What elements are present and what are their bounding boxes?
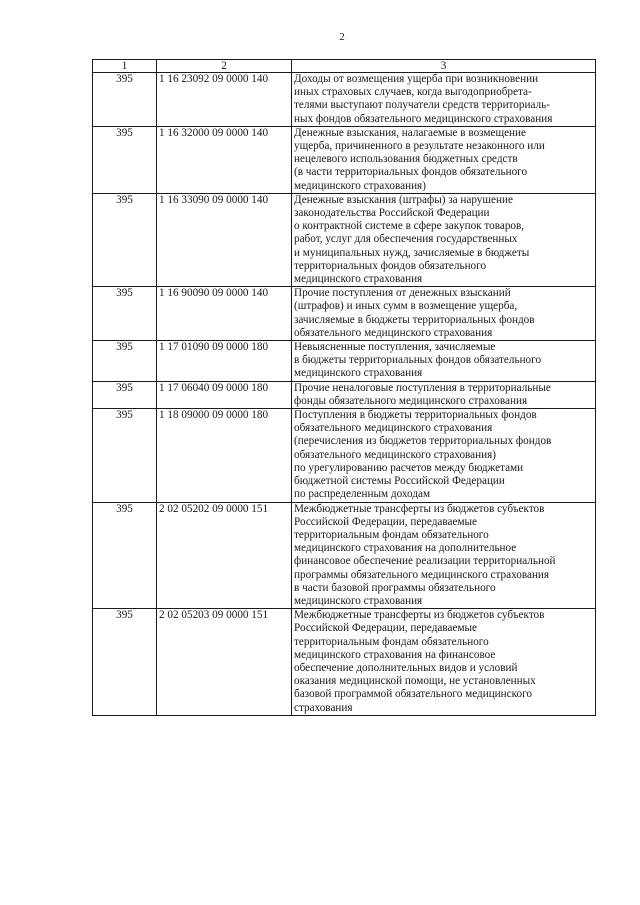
revenue-name-line: финансовое обеспечение реализации территориальной [294, 555, 556, 568]
revenue-name-line: Денежные взыскания, налагаемые в возмещение [294, 126, 526, 139]
table-row [93, 381, 596, 408]
admin-code-cell: 395 [93, 409, 157, 502]
revenue-name-cell [292, 609, 596, 716]
admin-code-cell: 395 [93, 381, 157, 408]
table-row [93, 193, 596, 286]
table-row [93, 502, 596, 609]
revenue-name-line: программы обязательного медицинского страхования [294, 568, 550, 581]
table-row [93, 126, 596, 193]
budget-code-cell: 2 02 05203 09 0000 151 [157, 609, 292, 716]
revenue-name-cell [292, 193, 596, 286]
revenue-name-line: страхования [294, 701, 353, 714]
revenue-name-line: ных фондов обязательного медицинского страхования [294, 112, 553, 125]
revenue-name-line: Российской Федерации, передаваемые [294, 515, 478, 528]
admin-code-cell: 395 [93, 502, 157, 609]
revenue-name-cell [292, 381, 596, 408]
revenue-name-line: медицинского страхования) [294, 179, 426, 192]
revenue-name-line: обязательного медицинского страхования [294, 422, 493, 435]
admin-code-cell: 395 [93, 193, 157, 286]
revenue-name-line: медицинского страхования на дополнительное [294, 542, 517, 555]
revenue-name-line: обеспечение дополнительных видов и условий [294, 661, 518, 674]
header-col-2: 2 [157, 60, 292, 73]
revenue-name-line: оказания медицинской помощи, не установленных [294, 675, 536, 688]
revenue-name-line: Межбюджетные трансферты из бюджетов субъектов [294, 502, 545, 515]
table-row [93, 341, 596, 382]
page-number: 2 [339, 31, 345, 43]
admin-code-cell: 395 [93, 609, 157, 716]
header-col-1: 1 [93, 60, 157, 73]
revenue-name-line: (штрафов) и иных сумм в возмещение ущерба, [294, 300, 518, 313]
revenue-name-line: Прочие неналоговые поступления в территориальные [294, 381, 551, 394]
revenue-name-line: в бюджеты территориальных фондов обязательного [294, 354, 542, 367]
revenue-codes-table [92, 59, 596, 716]
admin-code-cell: 395 [93, 126, 157, 193]
revenue-name-line: ущерба, причиненного в результате незаконного или [294, 140, 545, 153]
table-header-row [93, 60, 596, 73]
revenue-name-line: нецелевого использования бюджетных средств [294, 153, 518, 166]
table-row [93, 287, 596, 341]
budget-code-cell: 1 17 01090 09 0000 180 [157, 341, 292, 382]
revenue-name-line: территориальных фондов обязательного [294, 259, 487, 272]
revenue-name-line: бюджетной системы Российской Федерации [294, 475, 505, 488]
revenue-name-line: медицинского страхования [294, 367, 423, 380]
table-row [93, 73, 596, 127]
revenue-name-line: (в части территориальных фондов обязательного [294, 166, 528, 179]
revenue-name-line: (перечисления из бюджетов территориальных фондов [294, 435, 552, 448]
revenue-name-line: телями выступают получатели средств территориаль- [294, 99, 550, 112]
table-row [93, 609, 596, 716]
admin-code-cell: 395 [93, 287, 157, 341]
revenue-name-line: зачисляемые в бюджеты территориальных фондов [294, 313, 535, 326]
revenue-name-line: базовой программой обязательного медицинского [294, 688, 532, 701]
budget-code-cell: 1 16 33090 09 0000 140 [157, 193, 292, 286]
budget-code-cell: 1 16 32000 09 0000 140 [157, 126, 292, 193]
budget-code-cell: 1 17 06040 09 0000 180 [157, 381, 292, 408]
budget-code-cell: 1 16 23092 09 0000 140 [157, 73, 292, 127]
revenue-name-line: в части базовой программы обязательного [294, 581, 496, 594]
header-col-3: 3 [292, 60, 596, 73]
revenue-name-line: по урегулированию расчетов между бюджетами [294, 461, 524, 474]
revenue-name-line: работ, услуг для обеспечения государственных [294, 233, 518, 246]
budget-code-cell: 2 02 05202 09 0000 151 [157, 502, 292, 609]
revenue-name-line: по распределенным доходам [294, 488, 431, 501]
revenue-name-line: Поступления в бюджеты территориальных фондов [294, 409, 537, 422]
revenue-name-line: обязательного медицинского страхования) [294, 448, 496, 461]
revenue-name-line: иных страховых случаев, когда выгодоприобрета- [294, 86, 532, 99]
admin-code-cell: 395 [93, 341, 157, 382]
revenue-name-line: медицинского страхования [294, 273, 423, 286]
revenue-name-line: территориальным фондам обязательного [294, 528, 489, 541]
revenue-name-cell [292, 287, 596, 341]
revenue-name-cell [292, 126, 596, 193]
revenue-name-line: и муниципальных нужд, зачисляемые в бюджеты [294, 246, 530, 259]
revenue-name-cell [292, 73, 596, 127]
revenue-name-line: Прочие поступления от денежных взысканий [294, 287, 511, 300]
revenue-name-line: Российской Федерации, передаваемые [294, 622, 478, 635]
revenue-name-cell [292, 502, 596, 609]
revenue-name-line: о контрактной системе в сфере закупок товаров, [294, 220, 525, 233]
revenue-name-line: медицинского страхования на финансовое [294, 648, 496, 661]
revenue-name-line: законодательства Российской Федерации [294, 207, 490, 220]
revenue-name-cell [292, 341, 596, 382]
revenue-name-line: обязательного медицинского страхования [294, 326, 493, 339]
table-body [93, 73, 596, 716]
revenue-name-line: фонды обязательного медицинского страхования [294, 394, 528, 407]
admin-code-cell: 395 [93, 73, 157, 127]
revenue-name-line: медицинского страхования [294, 594, 423, 607]
revenue-name-cell [292, 409, 596, 502]
revenue-name-line: Межбюджетные трансферты из бюджетов субъектов [294, 609, 545, 622]
table-row [93, 409, 596, 502]
budget-code-cell: 1 16 90090 09 0000 140 [157, 287, 292, 341]
revenue-name-line: Денежные взыскания (штрафы) за нарушение [294, 193, 513, 206]
budget-code-cell: 1 18 09000 09 0000 180 [157, 409, 292, 502]
revenue-name-line: территориальным фондам обязательного [294, 635, 489, 648]
revenue-name-line: Невыясненные поступления, зачисляемые [294, 341, 496, 354]
revenue-name-line: Доходы от возмещения ущерба при возникновении [294, 73, 539, 85]
